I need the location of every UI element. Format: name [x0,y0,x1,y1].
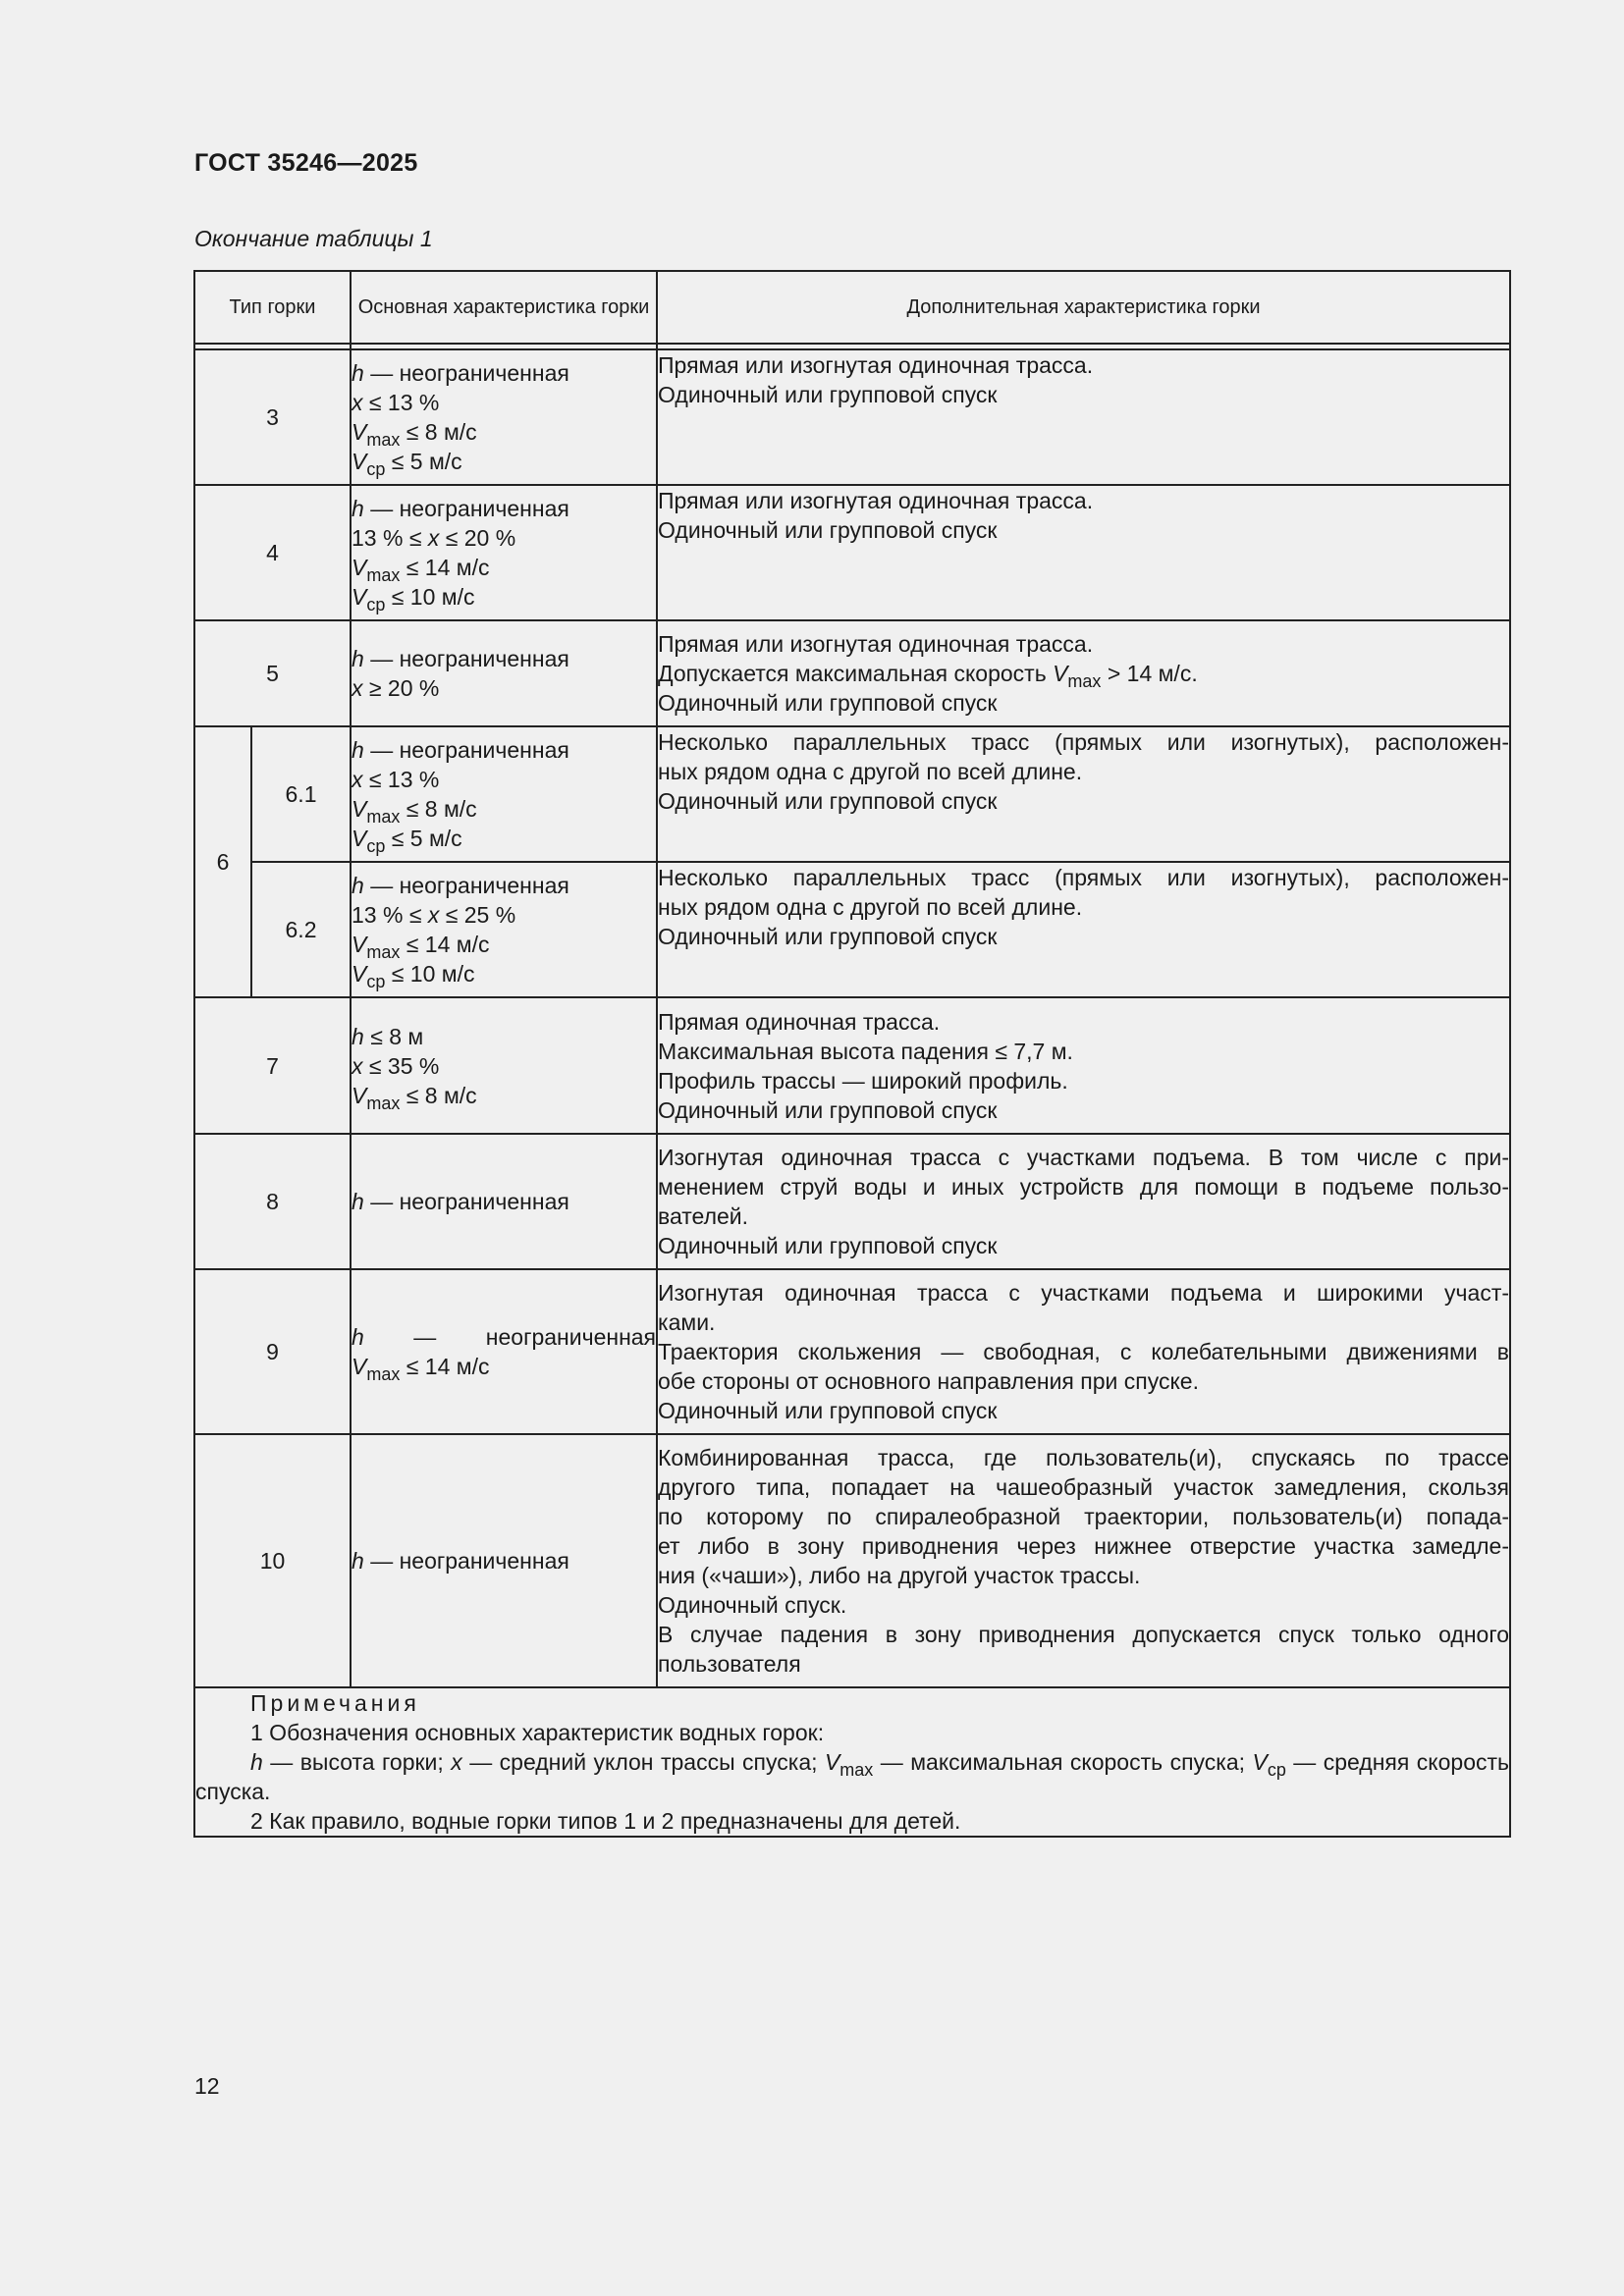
main-char-cell: h — неограниченная x ≤ 13 % $V_{max} \le 8$ м/с $V_{ср} \le 5$ м/с [351,349,657,485]
extra-char-cell: Несколько параллельных трасс (прямых или изогнутых), расположен- ных рядом одна с другой по всей длине. Одиночный или групповой спуск [657,726,1510,862]
type-cell: 8 [194,1134,351,1269]
main-char-cell: h — неограниченная [351,1134,657,1269]
subtype-cell: 6.1 [251,726,351,862]
table-row [194,862,1510,997]
main-char-cell: h — неограниченная 13 % ≤ x ≤ 20 % $V_{max} \le 14$ м/с $V_{ср} \le 10$ м/с [351,485,657,620]
table-row [194,726,1510,862]
extra-char-cell: Изогнутая одиночная трасса с участками подъема и широкими участ- ками. Траектория скольжения — свободная, с колебательными движениями в обе стороны от основного направления при спуске. Одиночный или групповой спуск [657,1269,1510,1434]
col-header-type: Тип горки [194,271,351,344]
type-cell: 3 [194,349,351,485]
extra-char-cell: Прямая или изогнутая одиночная трасса. Одиночный или групповой спуск [657,485,1510,620]
note-2: 2 Как правило, водные горки типов 1 и 2 предназначены для детей. [250,1808,961,1834]
subtype-cell: 6.2 [251,862,351,997]
table-row [194,1134,1510,1269]
type-cell: 10 [194,1434,351,1687]
table-header-row [194,271,1510,344]
extra-char-cell: Прямая или изогнутая одиночная трасса. Одиночный или групповой спуск [657,349,1510,485]
col-header-extra: Дополнительная характеристика горки [657,271,1510,344]
note-1: 1 Обозначения основных характеристик водных горок: [250,1720,825,1745]
table-row [194,1269,1510,1434]
extra-char-cell: Изогнутая одиночная трасса с участками подъема. В том числе с при- менением струй воды и иных устройств для помощи в подъеме пользо- вателей. Одиночный или групповой спуск [657,1134,1510,1269]
type-cell: 4 [194,485,351,620]
notes-row [194,1687,1510,1837]
type-cell: 7 [194,997,351,1134]
notes-cell [194,1687,1510,1837]
extra-char-cell: Несколько параллельных трасс (прямых или изогнутых), расположен- ных рядом одна с другой по всей длине. Одиночный или групповой спуск [657,862,1510,997]
table-row [194,485,1510,620]
table-row [194,620,1510,726]
table-row [194,349,1510,485]
notes-title: Примечания [250,1690,420,1716]
table-row [194,997,1510,1134]
extra-char-cell: Комбинированная трасса, где пользователь(и), спускаясь по трассе другого типа, попадает на чашеобразный участок замедления, скользя по которому по спиралеобразной траектории, пользователь(и) попада- ет либо в зону приводнения через нижнее отверстие участка замедле- ния («чаши»), либо на другой участок трассы. Одиночный спуск. В случае падения в зону приводнения допускается спуск только одного пользователя [657,1434,1510,1687]
document-header: ГОСТ 35246—2025 [194,149,418,177]
note-1-detail: h — высота горки; x — средний уклон трассы спуска; $V_{max}$ — максимальная скорость спуска; $V_{ср}$ — средняя скорость спуска. [195,1749,1510,1804]
extra-char-cell: Прямая или изогнутая одиночная трасса. Допускается максимальная скорость $V_{max} > 14$ м/с. Одиночный или групповой спуск [657,620,1510,726]
extra-char-cell: Прямая одиночная трасса. Максимальная высота падения ≤ 7,7 м. Профиль трассы — широкий профиль. Одиночный или групповой спуск [657,997,1510,1134]
table-row [194,1434,1510,1687]
main-char-cell: h — неограниченная x ≤ 13 % $V_{max} \le 8$ м/с $V_{ср} \le 5$ м/с [351,726,657,862]
main-char-cell: h ≤ 8 м x ≤ 35 % $V_{max} \le 8$ м/с [351,997,657,1134]
col-header-main: Основная характеристика горки [351,271,657,344]
type-cell: 9 [194,1269,351,1434]
main-char-cell: h — неограниченная x ≥ 20 % [351,620,657,726]
main-char-cell: h — неограниченная [351,1434,657,1687]
page-number: 12 [194,2073,220,2099]
main-char-cell: h — неограниченная 13 % ≤ x ≤ 25 % $V_{max} \le 14$ м/с $V_{ср} \le 10$ м/с [351,862,657,997]
type-cell: 6 [194,726,251,997]
type-cell: 5 [194,620,351,726]
main-char-cell: h — неограниченная $V_{max} \le 14$ м/с [351,1269,657,1434]
table-caption: Окончание таблицы 1 [194,226,433,251]
slide-types-table [193,270,1511,1838]
